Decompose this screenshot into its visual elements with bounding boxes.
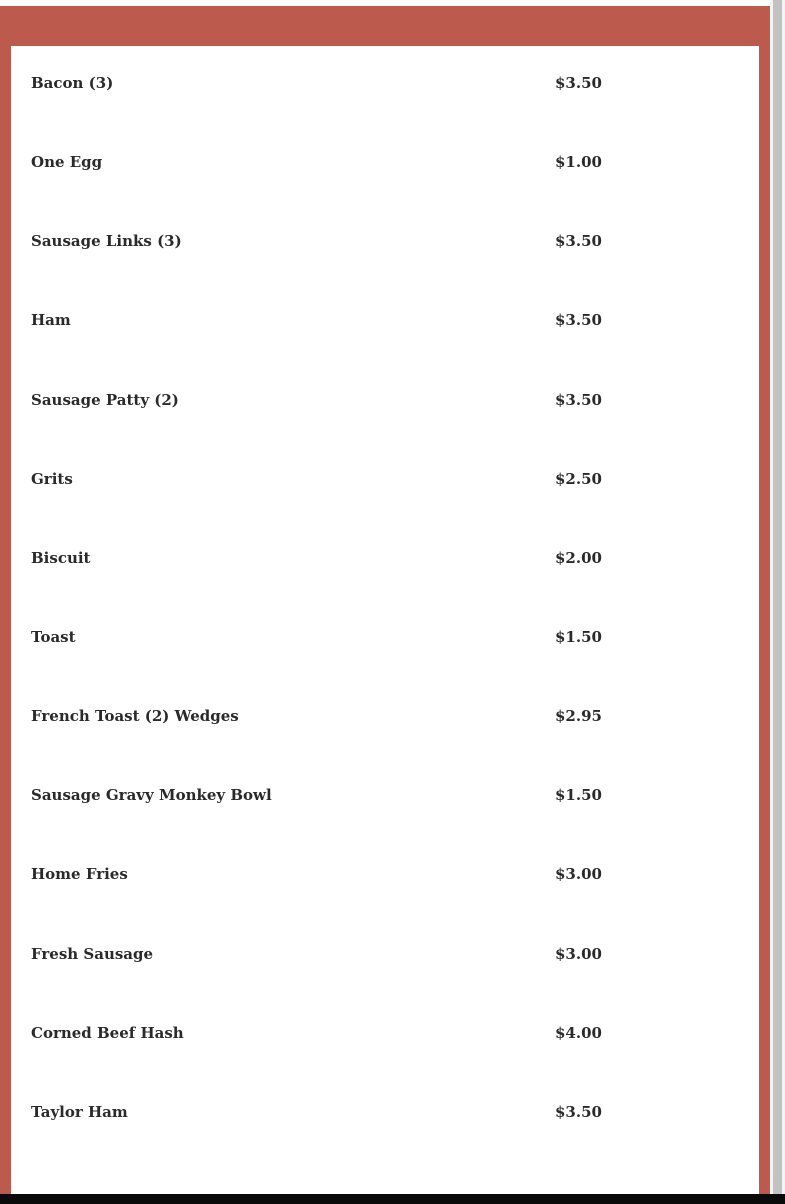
menu-item-price: $3.50 (555, 74, 602, 92)
menu-item-name: Sausage Links (3) (31, 232, 182, 250)
menu-item-name: Fresh Sausage (31, 945, 154, 963)
menu-item-price: $3.50 (555, 1103, 602, 1121)
menu-item-name: Ham (31, 311, 71, 329)
menu-item-name: Sausage Gravy Monkey Bowl (31, 786, 272, 804)
menu-item-name: Grits (31, 470, 73, 488)
menu-item-name: Sausage Patty (2) (31, 391, 179, 409)
menu-item-name: Biscuit (31, 549, 91, 567)
menu-item-name: Toast (31, 628, 76, 646)
menu-item (11, 627, 759, 667)
menu-item (11, 785, 759, 825)
menu-item (11, 944, 759, 984)
menu-item (11, 1102, 759, 1142)
menu-item (11, 1023, 759, 1063)
menu-item (11, 310, 759, 350)
menu-item-price: $2.00 (555, 549, 602, 567)
menu-item (11, 469, 759, 509)
menu-item-price: $3.50 (555, 232, 602, 250)
menu-item-name: Taylor Ham (31, 1103, 128, 1121)
menu-item-price: $3.00 (555, 945, 602, 963)
menu-frame (0, 6, 770, 1194)
menu-item-price: $1.00 (555, 153, 602, 171)
menu-item-price: $4.00 (555, 1024, 602, 1042)
bottom-edge (0, 1194, 785, 1204)
menu-item-price: $3.00 (555, 865, 602, 883)
menu-item-name: Bacon (3) (31, 74, 114, 92)
menu-item-name: French Toast (2) Wedges (31, 707, 239, 725)
menu-item-name: Home Fries (31, 865, 128, 883)
menu-item-price: $3.50 (555, 391, 602, 409)
menu-item-price: $1.50 (555, 786, 602, 804)
menu-item (11, 231, 759, 271)
menu-item-price: $2.95 (555, 707, 602, 725)
menu-item (11, 864, 759, 904)
menu-item (11, 706, 759, 746)
scrollbar-thumb[interactable] (773, 0, 782, 1194)
scrollbar[interactable] (770, 0, 785, 1204)
menu-item-price: $1.50 (555, 628, 602, 646)
menu-panel (11, 46, 759, 1194)
menu-item-name: One Egg (31, 153, 103, 171)
menu-item-price: $2.50 (555, 470, 602, 488)
menu-item-price: $3.50 (555, 311, 602, 329)
menu-item (11, 390, 759, 430)
menu-item-name: Corned Beef Hash (31, 1024, 184, 1042)
menu-item (11, 548, 759, 588)
menu-item (11, 152, 759, 192)
menu-item (11, 73, 759, 113)
